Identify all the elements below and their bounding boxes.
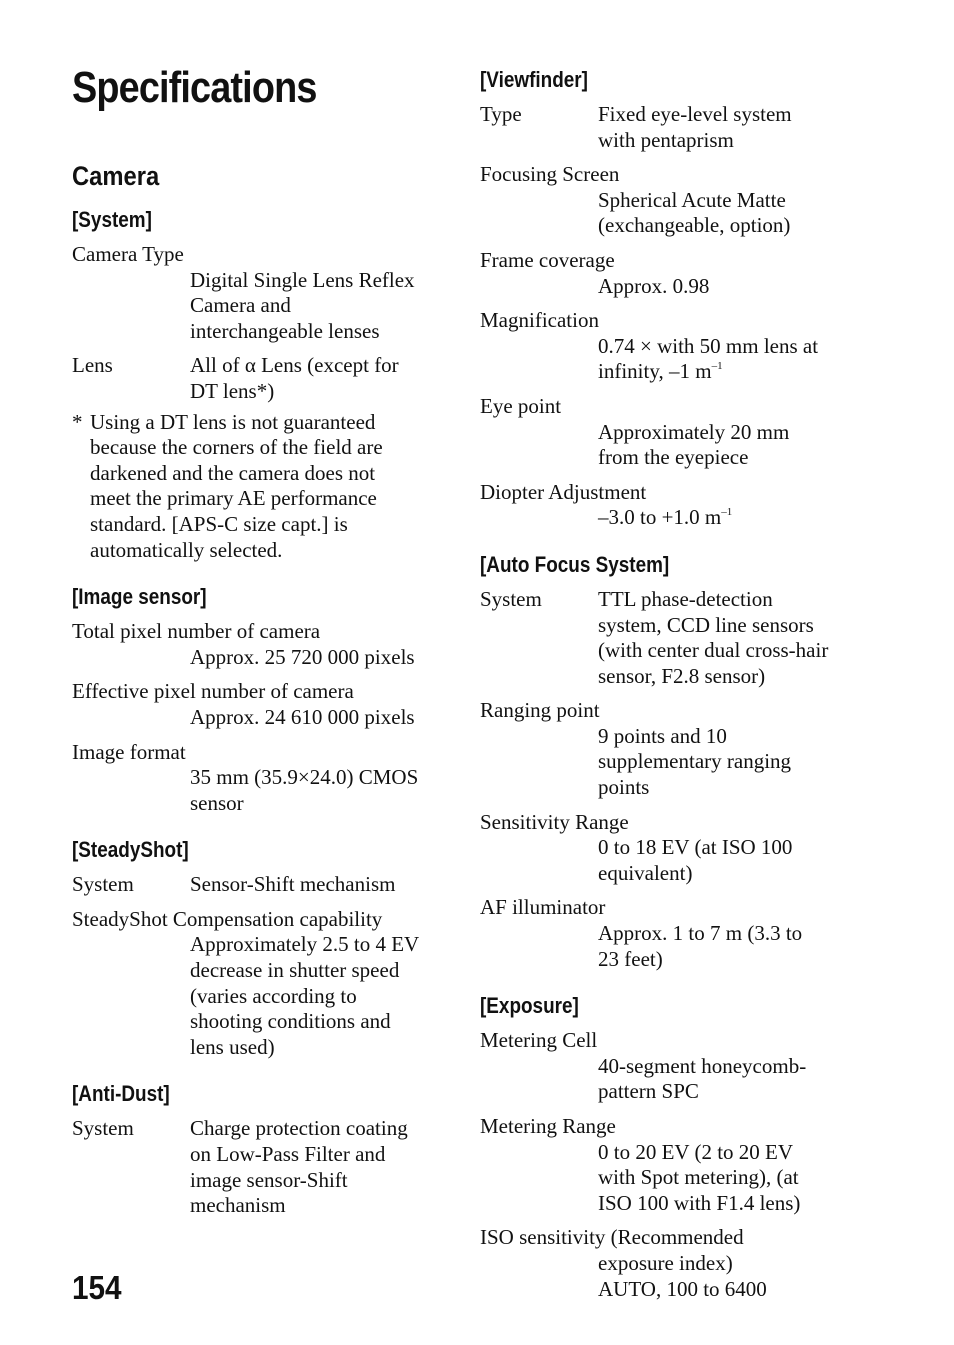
spec-value xyxy=(480,334,860,385)
footnote-line: because the corners of the field are xyxy=(90,435,383,460)
spec-row xyxy=(480,394,860,471)
spec-row xyxy=(72,872,442,898)
spec-value-line: sensor xyxy=(190,790,244,815)
spec-value-line: equivalent) xyxy=(598,860,693,885)
spec-value-line: DT lens*) xyxy=(190,378,275,403)
spec-value-line: from the eyepiece xyxy=(598,445,749,470)
unit-exponent: –1 xyxy=(711,360,723,373)
footnote-line: standard. [APS-C size capt.] is xyxy=(90,511,348,536)
spec-value-line: exposure index) xyxy=(598,1250,733,1275)
spec-row xyxy=(480,698,860,800)
spec-row xyxy=(480,308,860,385)
spec-value-line: AUTO, 100 to 6400 xyxy=(598,1276,767,1301)
spec-value-line: TTL phase-detection xyxy=(598,586,773,611)
spec-label: Eye point xyxy=(480,393,562,418)
spec-value-line: 0 to 20 EV (2 to 20 EV xyxy=(598,1139,794,1164)
spec-value xyxy=(72,268,442,345)
spec-value xyxy=(72,645,442,671)
spec-label: Metering Range xyxy=(480,1114,616,1138)
spec-value xyxy=(480,1054,860,1105)
spec-value-line: interchangeable lenses xyxy=(190,318,380,343)
spec-value-line: 0.74 × with 50 mm lens at xyxy=(598,333,819,358)
spec-value xyxy=(72,765,442,816)
spec-row xyxy=(72,740,442,817)
spec-value xyxy=(480,274,860,300)
spec-group-viewfinder xyxy=(480,66,860,531)
spec-value-line: with Spot metering), (at xyxy=(598,1165,799,1190)
spec-value xyxy=(480,835,860,886)
spec-label: System xyxy=(480,586,542,611)
spec-group-anti-dust xyxy=(72,1080,442,1218)
spec-row xyxy=(72,353,442,404)
spec-value-line: Approximately 20 mm xyxy=(598,419,790,444)
page-number: 154 xyxy=(72,1269,122,1306)
spec-label: Frame coverage xyxy=(480,247,615,272)
spec-label: AF illuminator xyxy=(480,895,606,920)
spec-group-system xyxy=(72,206,442,563)
spec-value-line: Fixed eye-level system xyxy=(598,102,792,126)
spec-value-line: Spherical Acute Matte xyxy=(598,187,786,212)
left-spec-groups xyxy=(72,206,442,1219)
spec-row xyxy=(480,1028,860,1105)
spec-label: Lens xyxy=(72,353,113,378)
right-spec-groups xyxy=(480,66,860,1302)
spec-label: Focusing Screen xyxy=(480,162,620,187)
spec-value-line: lens used) xyxy=(190,1034,275,1059)
spec-label: Sensitivity Range xyxy=(480,809,629,834)
spec-label: Effective pixel number of camera xyxy=(72,679,354,704)
spec-value-line: 0 to 18 EV (at ISO 100 xyxy=(598,835,793,860)
spec-value xyxy=(480,420,860,471)
footnote-line: automatically selected. xyxy=(90,537,283,562)
footnote-marker: * xyxy=(72,409,83,434)
spec-value xyxy=(72,932,442,1060)
spec-value-line: system, CCD line sensors xyxy=(598,612,814,637)
subsection-heading: [Auto Focus System] xyxy=(480,551,670,577)
spec-row xyxy=(72,1116,442,1218)
spec-value-line: mechanism xyxy=(190,1193,286,1218)
spec-row xyxy=(480,162,860,239)
spec-value xyxy=(598,587,828,689)
spec-row xyxy=(480,587,860,689)
spec-value-line: Approx. 0.98 xyxy=(598,273,710,298)
spec-value xyxy=(190,872,395,898)
spec-value-line: decrease in shutter speed xyxy=(190,958,400,983)
spec-value-line: points xyxy=(598,775,650,800)
unit-exponent: –1 xyxy=(721,506,733,519)
spec-value-line: image sensor-Shift xyxy=(190,1167,348,1192)
right-column xyxy=(480,66,860,1322)
spec-label: Ranging point xyxy=(480,698,600,723)
spec-value-line: 35 mm (35.9×24.0) CMOS xyxy=(190,765,419,790)
spec-value-line: Charge protection coating xyxy=(190,1116,408,1141)
spec-value-line: Camera and xyxy=(190,293,291,318)
spec-value-line: Digital Single Lens Reflex xyxy=(190,267,415,292)
footnote xyxy=(72,410,442,564)
spec-value-line: Sensor-Shift mechanism xyxy=(190,872,396,897)
spec-value-line: pattern SPC xyxy=(598,1079,699,1104)
spec-value xyxy=(598,102,792,153)
subsection-heading: [Exposure] xyxy=(480,993,579,1019)
spec-label: Camera Type xyxy=(72,242,184,266)
spec-value-line: shooting conditions and xyxy=(190,1009,391,1034)
spec-value xyxy=(480,724,860,801)
spec-label: Metering Cell xyxy=(480,1028,598,1053)
spec-value-line: Approx. 1 to 7 m (3.3 to xyxy=(598,921,803,946)
spec-value-line: (varies according to xyxy=(190,983,357,1008)
subsection-heading: [System] xyxy=(72,207,152,232)
spec-value xyxy=(480,921,860,972)
spec-value-line: supplementary ranging xyxy=(598,749,792,774)
section-title: Camera xyxy=(72,161,160,191)
spec-row xyxy=(72,907,442,1061)
spec-value-line: Approximately 2.5 to 4 EV xyxy=(190,932,420,957)
footnote-text xyxy=(90,410,383,564)
page-title: Specifications xyxy=(72,63,317,112)
spec-label: Diopter Adjustment xyxy=(480,479,647,504)
spec-label: Magnification xyxy=(480,308,599,333)
spec-group-exposure xyxy=(480,992,860,1302)
spec-label: System xyxy=(72,1116,134,1141)
spec-row xyxy=(480,810,860,887)
spec-value-line: infinity, –1 $m^{-1}$ xyxy=(598,359,723,384)
spec-value-line: with pentaprism xyxy=(598,127,734,152)
spec-label: Image format xyxy=(72,739,186,764)
spec-row xyxy=(480,895,860,972)
spec-value-line: ISO 100 with F1.4 lens) xyxy=(598,1190,801,1215)
spec-row xyxy=(480,1225,860,1302)
subsection-heading: [Viewfinder] xyxy=(480,67,588,92)
subsection-heading: [Anti-Dust] xyxy=(72,1081,170,1107)
subsection-heading: [Image sensor] xyxy=(72,584,207,610)
spec-value xyxy=(480,1251,860,1302)
spec-value-line: 40-segment honeycomb- xyxy=(598,1053,807,1078)
spec-group-steadyshot xyxy=(72,836,442,1060)
spec-label: Total pixel number of camera xyxy=(72,619,321,644)
spec-value xyxy=(72,705,442,731)
spec-row xyxy=(72,619,442,670)
spec-label: SteadyShot Compensation capability xyxy=(72,906,383,931)
spec-row xyxy=(480,102,860,153)
spec-group-auto-focus-system xyxy=(480,551,860,972)
subsection-heading: [SteadyShot] xyxy=(72,837,189,863)
footnote-line: meet the primary AE performance xyxy=(90,486,377,511)
spec-value-line: –3.0 to +1.0 $m^{-1}$ xyxy=(598,505,733,530)
spec-value xyxy=(480,505,860,531)
spec-row xyxy=(480,480,860,531)
spec-label: ISO sensitivity (Recommended xyxy=(480,1225,744,1250)
spec-value-line: (with center dual cross-hair xyxy=(598,638,829,663)
spec-row xyxy=(480,1114,860,1216)
spec-value xyxy=(480,1140,860,1217)
left-column xyxy=(72,160,442,1239)
footnote-line: darkened and the camera does not xyxy=(90,460,376,485)
spec-group-image-sensor xyxy=(72,583,442,816)
spec-value-line: on Low-Pass Filter and xyxy=(190,1142,386,1167)
spec-value xyxy=(190,1116,408,1218)
spec-value-line: 23 feet) xyxy=(598,946,663,971)
spec-label: System xyxy=(72,872,134,897)
spec-row xyxy=(480,248,860,299)
spec-row xyxy=(72,679,442,730)
spec-value xyxy=(190,353,399,404)
spec-label: Type xyxy=(480,102,522,126)
spec-value xyxy=(480,188,860,239)
footnote-line: Using a DT lens is not guaranteed xyxy=(90,409,376,434)
spec-value-line: (exchangeable, option) xyxy=(598,213,791,238)
spec-value-line: Approx. 25 720 000 pixels xyxy=(190,644,415,669)
spec-row xyxy=(72,242,442,344)
spec-value-line: Approx. 24 610 000 pixels xyxy=(190,704,415,729)
spec-value-line: 9 points and 10 xyxy=(598,723,727,748)
spec-value-line: sensor, F2.8 sensor) xyxy=(598,663,766,688)
spec-value-line: All of α Lens (except for xyxy=(190,353,399,378)
